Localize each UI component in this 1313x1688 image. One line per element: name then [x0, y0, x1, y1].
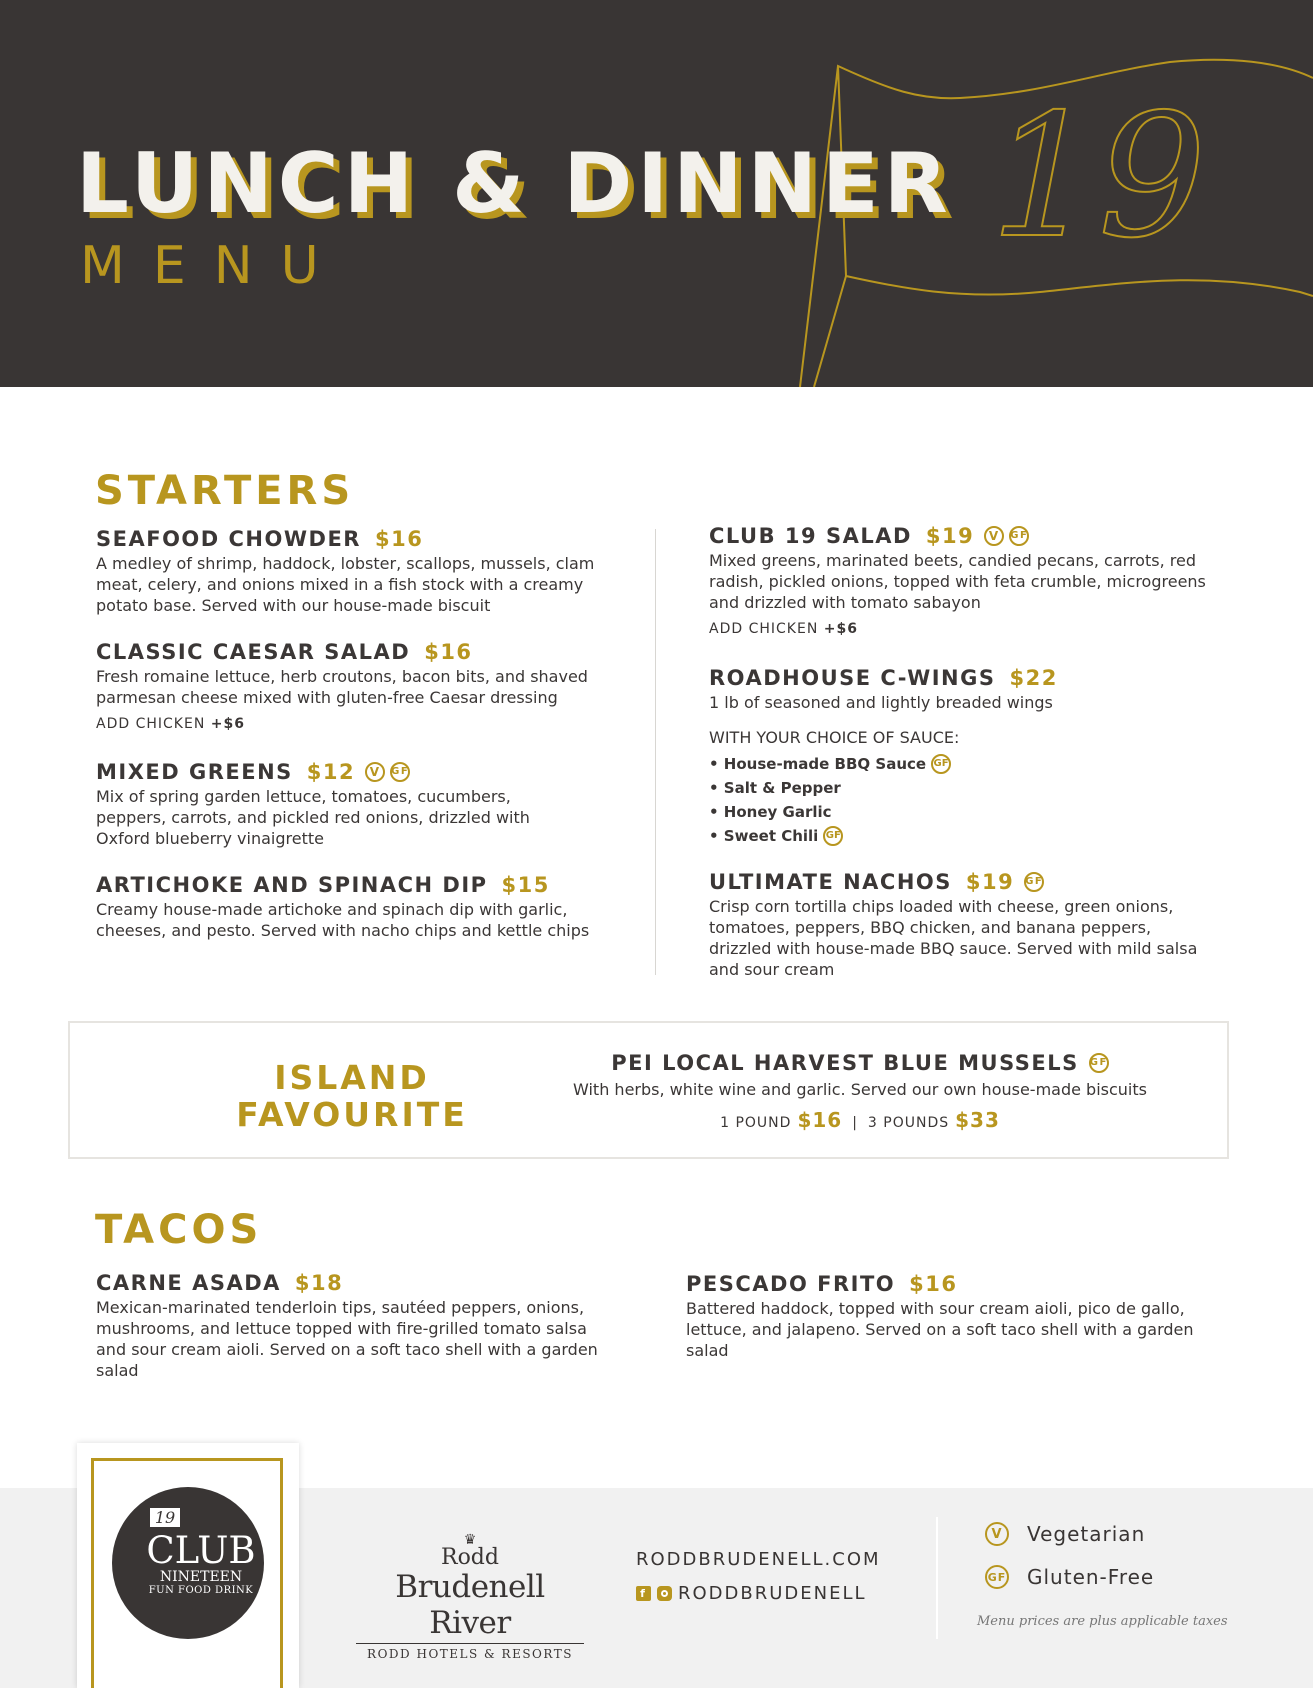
gluten-free-badge-icon: GF: [1089, 1053, 1109, 1073]
column-divider: [655, 529, 656, 975]
item-name: ROADHOUSE C-WINGS: [709, 666, 996, 690]
item-name: CLASSIC CAESAR SALAD: [96, 640, 411, 664]
menu-title: LUNCH & DINNER: [76, 135, 953, 232]
addon-price: +$6: [210, 716, 245, 732]
legend-gluten-free: [985, 1565, 1154, 1589]
flag-number: 19: [990, 78, 1207, 276]
item-description: Creamy house-made artichoke and spinach dip with garlic, cheeses, and pesto. Served with nacho chips and kettle chips: [96, 900, 590, 940]
gluten-free-badge-icon: GF: [390, 762, 410, 782]
item-description: A medley of shrimp, haddock, lobster, scallops, mussels, clam meat, celery, and onions mixed in a fish stock with a creamy potato base. Served with our house-made biscuit: [96, 554, 595, 615]
item-price: $12: [306, 760, 356, 784]
size-label: 3 POUNDS: [867, 1115, 950, 1131]
vegetarian-badge-icon: V: [985, 1522, 1009, 1546]
menu-item: [96, 760, 566, 849]
item-description: Mixed greens, marinated beets, candied pecans, carrots, red radish, pickled onions, topped with feta crumble, microgreens and drizzled with tomato sabayon: [709, 551, 1206, 612]
item-price: $16: [797, 1108, 843, 1132]
price-separator: |: [852, 1115, 858, 1131]
item-name: ULTIMATE NACHOS: [709, 870, 952, 894]
island-favourite-label: ISLAND FAVOURITE: [236, 1058, 468, 1134]
item-price: $19: [965, 870, 1015, 894]
item-name: PEI LOCAL HARVEST BLUE MUSSELS: [611, 1051, 1079, 1075]
menu-item: [96, 873, 606, 941]
club-logo-number: 19: [150, 1508, 180, 1527]
vegetarian-badge-icon: V: [984, 526, 1004, 546]
gluten-free-badge-icon: GF: [1009, 526, 1029, 546]
item-description: Crisp corn tortilla chips loaded with cheese, green onions, tomatoes, peppers, BBQ chicken, and banana peppers, drizzled with house-made BBQ sauce. Served with mild salsa and sour cream: [709, 897, 1198, 979]
gluten-free-badge-icon: GF: [931, 754, 951, 774]
rodd-logo-rule: [356, 1643, 584, 1644]
menu-header: [0, 0, 1313, 387]
starters-heading: STARTERS: [95, 468, 355, 514]
item-name: PESCADO FRITO: [686, 1272, 896, 1296]
vegetarian-badge-icon: V: [365, 762, 385, 782]
menu-item: [686, 1272, 1196, 1361]
item-price: $16: [909, 1272, 958, 1296]
menu-item: [709, 666, 1219, 848]
item-price: $16: [424, 640, 473, 664]
item-description: 1 lb of seasoned and lightly breaded wings: [709, 693, 1053, 712]
legend-label: Gluten-Free: [1027, 1565, 1155, 1589]
sauce-item: • Honey Garlic: [709, 803, 832, 821]
sauce-item: • Salt & Pepper: [709, 779, 841, 797]
legend-label: Vegetarian: [1027, 1522, 1146, 1546]
item-description: Mix of spring garden lettuce, tomatoes, cucumbers, peppers, carrots, and pickled red onions, drizzled with Oxford blueberry vinaigrette: [96, 787, 530, 848]
rodd-brudenell-logo: [350, 1533, 590, 1661]
gluten-free-badge-icon: GF: [823, 826, 843, 846]
item-price: $19: [925, 524, 975, 548]
item-price: $15: [501, 873, 550, 897]
menu-item: [96, 1271, 616, 1381]
instagram-icon[interactable]: [657, 1586, 672, 1601]
crown-icon: ♛: [463, 1532, 477, 1548]
menu-item: [96, 527, 606, 616]
club-logo-word: CLUB: [146, 1529, 256, 1572]
item-name: SEAFOOD CHOWDER: [96, 527, 361, 551]
legend-vegetarian: [985, 1522, 1145, 1546]
website-link[interactable]: RODDBRUDENELL.COM: [636, 1549, 881, 1570]
item-name: CARNE ASADA: [96, 1271, 281, 1295]
tax-note: Menu prices are plus applicable taxes: [977, 1614, 1228, 1629]
sauce-title: WITH YOUR CHOICE OF SAUCE:: [709, 728, 960, 747]
tacos-heading: TACOS: [95, 1207, 263, 1253]
item-name: MIXED GREENS: [96, 760, 293, 784]
item-price: $22: [1009, 666, 1058, 690]
item-price: $18: [294, 1271, 344, 1295]
social-handle[interactable]: RODDBRUDENELL: [678, 1583, 867, 1604]
addon-price: +$6: [823, 621, 858, 637]
gluten-free-badge-icon: GF: [985, 1565, 1009, 1589]
facebook-icon[interactable]: f: [636, 1586, 651, 1601]
size-label: 1 POUND: [720, 1115, 792, 1131]
gluten-free-badge-icon: GF: [1024, 872, 1044, 892]
sauce-item: • Sweet Chili GF: [709, 824, 1219, 848]
item-name: CLUB 19 SALAD: [709, 524, 912, 548]
addon: [709, 621, 1219, 637]
item-price: $33: [955, 1108, 1000, 1132]
menu-item: [96, 640, 606, 732]
footer-divider: [936, 1517, 938, 1639]
item-name: ARTICHOKE AND SPINACH DIP: [96, 873, 488, 897]
item-description: Battered haddock, topped with sour cream aioli, pico de gallo, lettuce, and jalapeno. Served on a soft taco shell with a garden salad: [686, 1299, 1194, 1360]
item-description: With herbs, white wine and garlic. Served our own house-made biscuits: [573, 1080, 1147, 1099]
item-price: $16: [374, 527, 424, 551]
rodd-logo-name: Brudenell River: [395, 1569, 545, 1641]
item-description: Mexican-marinated tenderloin tips, sautéed peppers, onions, mushrooms, and lettuce topped with fire-grilled tomato salsa and sour cream aioli. Served on a soft taco shell with a garden salad: [96, 1298, 598, 1380]
rodd-logo-small: Rodd: [441, 1545, 499, 1570]
club-logo-tagline: FUN FOOD DRINK: [148, 1585, 254, 1596]
sauce-item: • House-made BBQ Sauce GF: [709, 752, 1219, 776]
sauce-list: [709, 752, 1219, 848]
menu-subtitle: MENU: [80, 236, 347, 296]
item-description: Fresh romaine lettuce, herb croutons, bacon bits, and shaved parmesan cheese mixed with gluten-free Caesar dressing: [96, 667, 588, 707]
menu-item: [709, 870, 1199, 980]
rodd-logo-tagline: RODD HOTELS & RESORTS: [367, 1647, 573, 1661]
club-logo-sub: NINETEEN: [159, 1569, 243, 1585]
island-favourite-box: [68, 1021, 1229, 1159]
island-prices: [500, 1108, 1220, 1132]
island-favourite-content: [500, 1051, 1220, 1132]
addon: [96, 716, 606, 732]
social-handle-row[interactable]: [636, 1583, 867, 1604]
menu-item: [709, 524, 1219, 637]
addon-label: ADD CHICKEN: [96, 716, 206, 732]
addon-label: ADD CHICKEN: [709, 621, 819, 637]
